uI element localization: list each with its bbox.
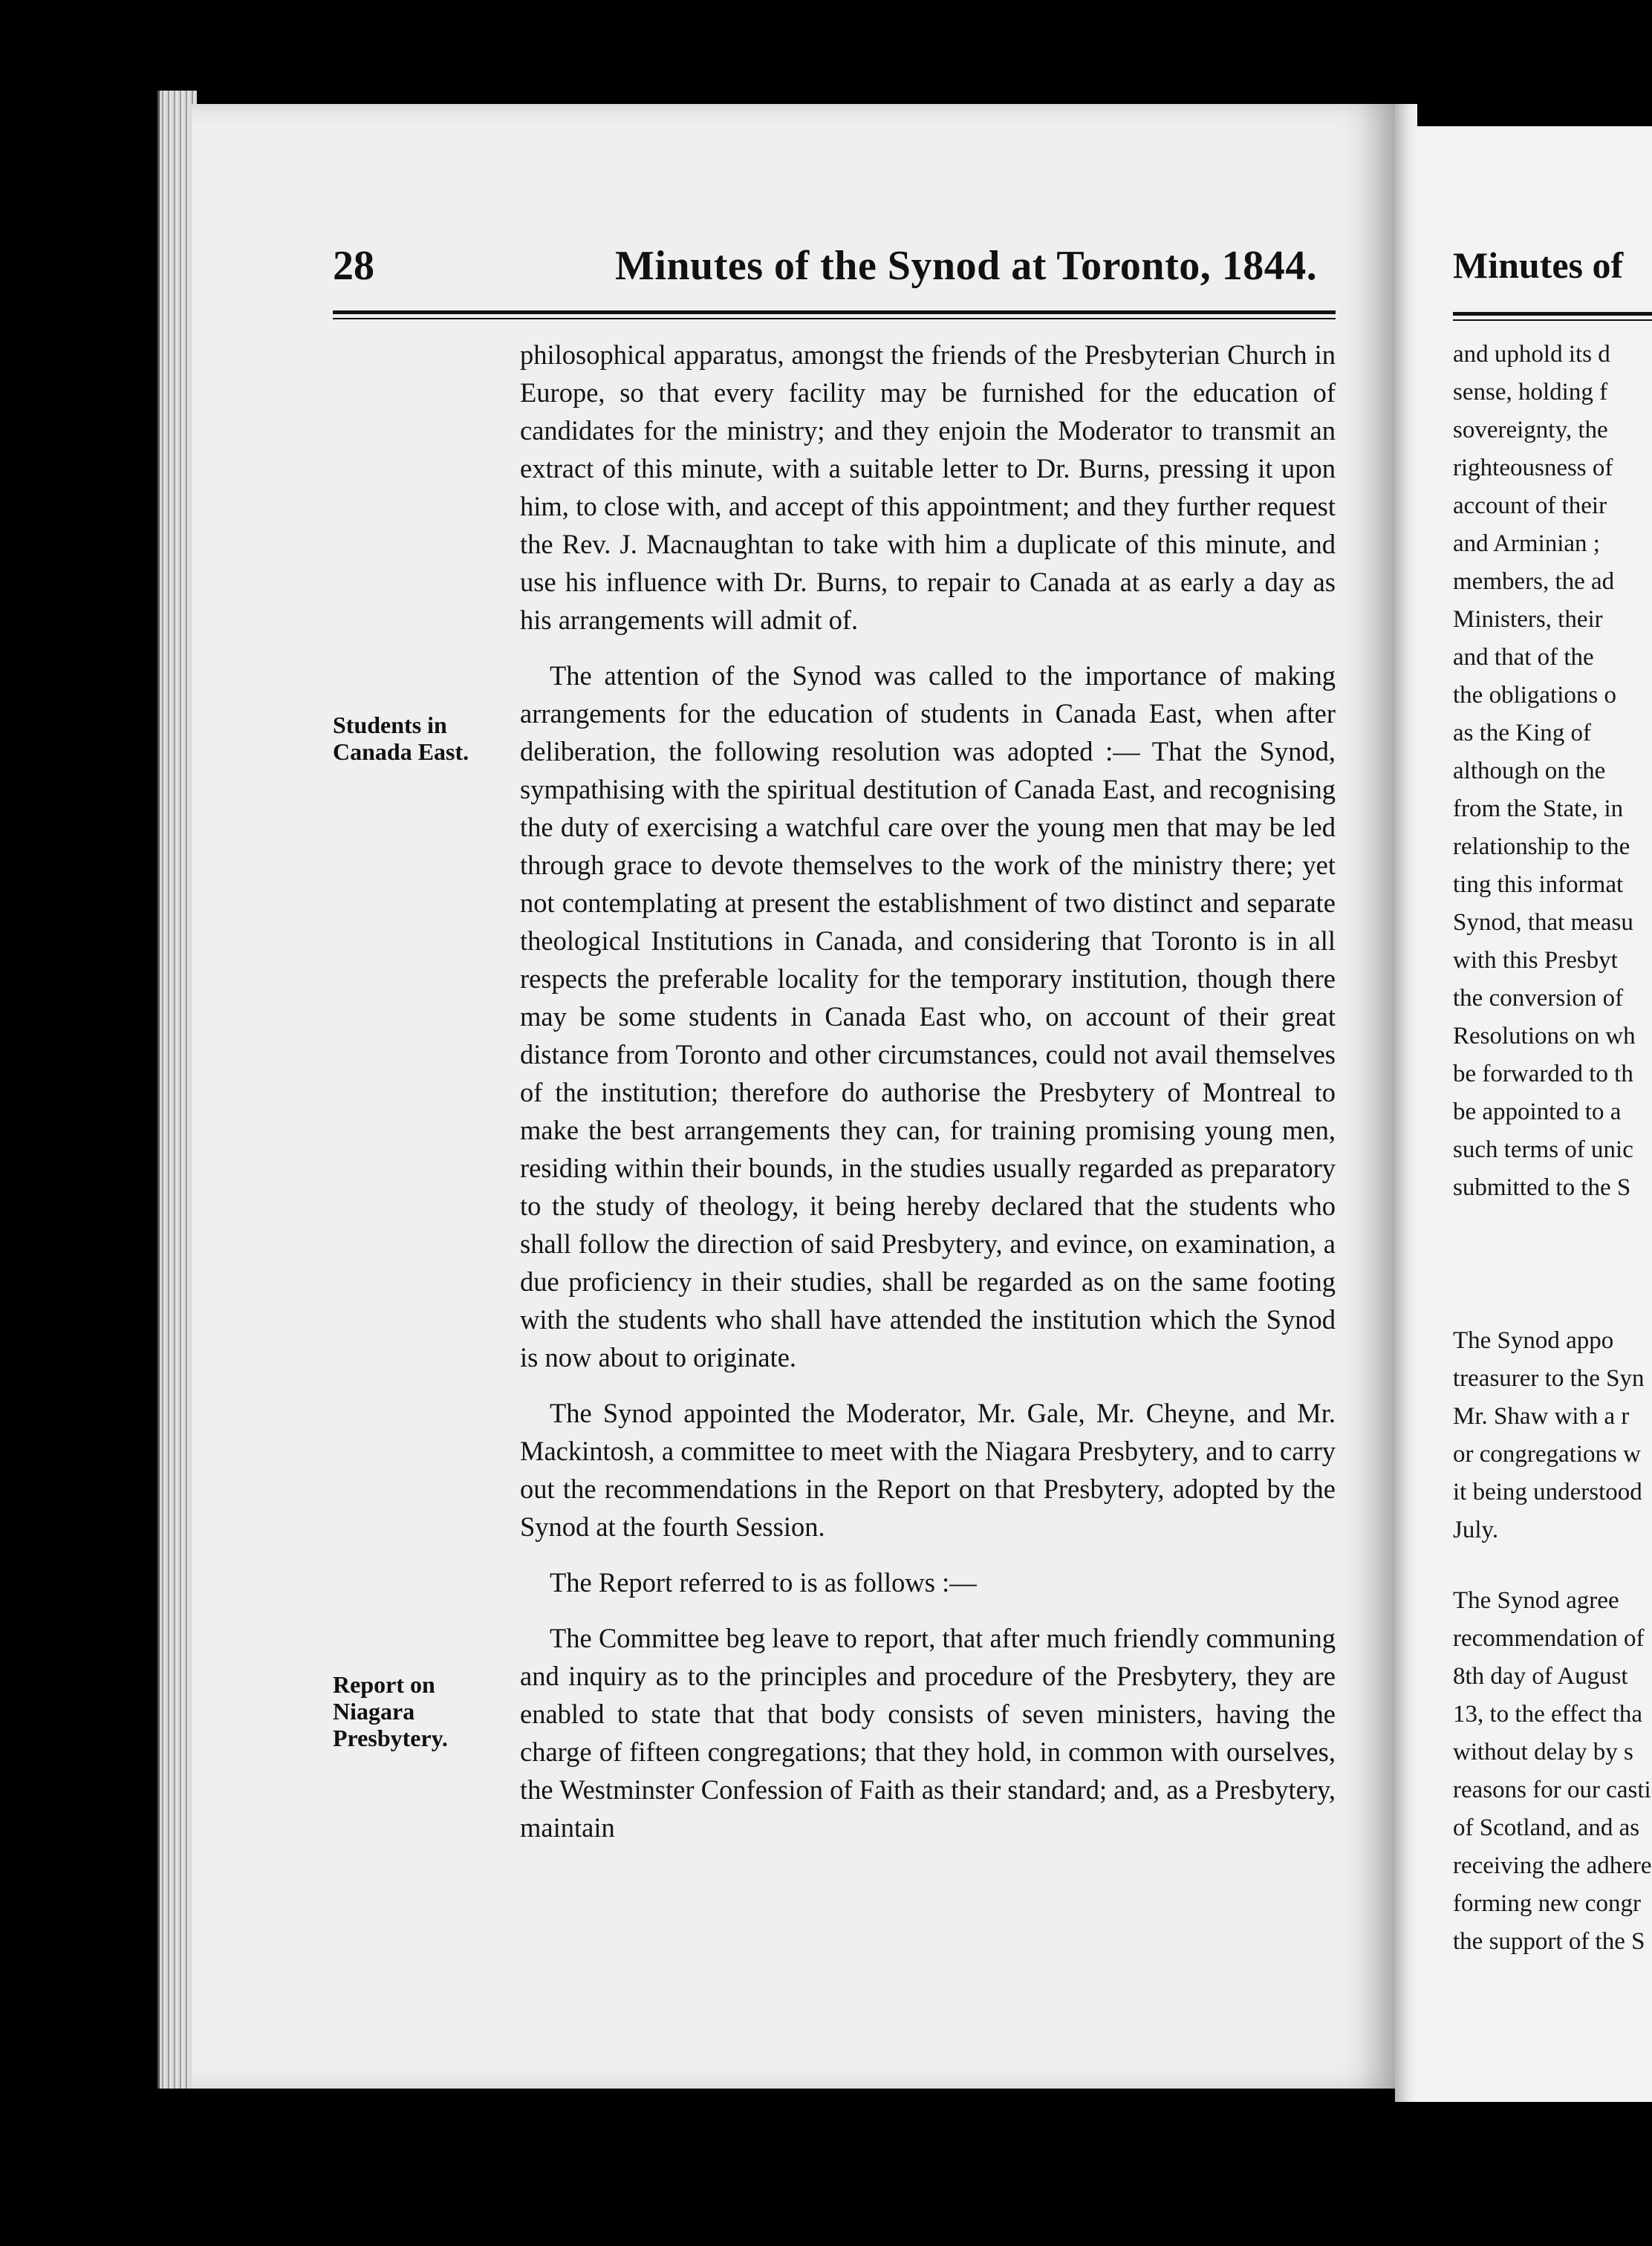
right-line: treasurer to the Syn	[1453, 1365, 1645, 1392]
right-line: be appointed to a	[1453, 1098, 1622, 1125]
right-line: sovereignty, the	[1453, 417, 1608, 443]
right-line: righteousness of	[1453, 455, 1613, 481]
book-gutter	[1395, 104, 1417, 2102]
right-line: Resolutions on wh	[1453, 1023, 1636, 1049]
running-head: Minutes of the Synod at Toronto, 1844.	[615, 243, 1318, 289]
right-line: receiving the adhere	[1453, 1852, 1652, 1879]
right-line: Synod, that measu	[1453, 909, 1633, 936]
right-running-head: Minutes of	[1453, 244, 1624, 286]
right-line: be forwarded to th	[1453, 1061, 1633, 1087]
right-line: ting this informat	[1453, 871, 1624, 898]
right-line: 8th day of August	[1453, 1663, 1628, 1690]
margin-note-students	[333, 712, 511, 765]
right-page	[1417, 126, 1652, 2102]
header-rule	[333, 310, 1336, 314]
margin-note-line: Report on	[333, 1671, 435, 1698]
right-line: of Scotland, and as	[1453, 1814, 1640, 1841]
margin-note-line: Presbytery.	[333, 1725, 448, 1751]
margin-note-line: Niagara	[333, 1698, 415, 1725]
right-line: July.	[1453, 1517, 1499, 1543]
margin-note-line: Canada East.	[333, 738, 469, 765]
header-rule-thin	[333, 318, 1336, 319]
right-header-rule	[1453, 312, 1652, 316]
right-line: relationship to the	[1453, 833, 1630, 860]
right-line: without delay by s	[1453, 1739, 1633, 1765]
body-text	[520, 336, 1336, 1846]
right-line: or congregations w	[1453, 1441, 1641, 1468]
right-line: forming new congr	[1453, 1890, 1641, 1917]
paragraph-committee: The Synod appointed the Moderator, Mr. Gale, Mr. Cheyne, and Mr. Mackintosh, a committee to meet with the Niagara Presbytery, and to carry out the recommendations in the Report on that Presbytery, adopted by the Synod at the fourth Session.	[520, 1398, 1336, 1542]
paragraph-report: The Committee beg leave to report, that after much friendly communing and inquiry as to the principles and procedure of the Presbytery, they are enabled to state that that body consists of seven ministers, having the charge of fifteen congregations; that they hold, in common with ourselves, the Westminster Confession of Faith as their standard; and, as a Presbytery, maintain	[520, 1623, 1336, 1843]
right-line: and that of the	[1453, 644, 1594, 671]
right-line: the support of the S	[1453, 1928, 1645, 1955]
right-line: and uphold its d	[1453, 341, 1610, 368]
right-line: reasons for our casti	[1453, 1777, 1651, 1803]
right-line: Mr. Shaw with a r	[1453, 1403, 1630, 1430]
right-block-top	[1453, 336, 1636, 1207]
right-line: sense, holding f	[1453, 379, 1608, 406]
right-line: as the King of	[1453, 720, 1592, 746]
margin-note-report	[333, 1671, 511, 1751]
page-number: 28	[333, 243, 374, 289]
margin-note-line: Students in	[333, 712, 447, 738]
paragraph-continuation: philosophical apparatus, amongst the friends of the Presbyterian Church in Europe, so that every facility may be furnished for the education of candidates for the ministry; and they enjoin the Moderator to transmit an extract of this minute, with a suitable letter to Dr. Burns, pressing it upon him, to close with, and accept of this appointment; and they further request the Rev. J. Macnaughtan to take with him a duplicate of this minute, and use his influence with Dr. Burns, to repair to Canada at as early a day as his arrangements will admit of.	[520, 339, 1336, 635]
right-line: account of their	[1453, 492, 1607, 519]
right-header-rule-thin	[1453, 319, 1652, 321]
right-line: with this Presbyt	[1453, 947, 1618, 974]
right-line: from the State, in	[1453, 795, 1624, 822]
right-line: although on the	[1453, 758, 1606, 784]
right-line: members, the ad	[1453, 568, 1615, 595]
right-line: and Arminian ;	[1453, 530, 1600, 557]
right-line: The Synod agree	[1453, 1587, 1619, 1614]
right-line: the obligations o	[1453, 682, 1616, 709]
right-line: recommendation of	[1453, 1625, 1645, 1652]
right-block-mid	[1453, 1322, 1645, 1549]
right-line: the conversion of	[1453, 985, 1624, 1012]
right-line: such terms of unic	[1453, 1136, 1633, 1163]
right-line: 13, to the effect tha	[1453, 1701, 1643, 1728]
right-block-bottom	[1453, 1582, 1652, 1961]
right-line: submitted to the S	[1453, 1174, 1631, 1201]
paragraph-report-intro: The Report referred to is as follows :—	[550, 1567, 977, 1598]
right-line: Ministers, their	[1453, 606, 1603, 633]
paragraph-students: The attention of the Synod was called to the importance of making arrangements for the education of students in Canada East, when after deliberation, the following resolution was adopted :— That the Synod, sympathising with the spiritual destitution of Canada East, and recognising the duty of exercising a watchful care over the young men that may be led through grace to devote themselves to the work of the ministry there; yet not contemplating at present the establishment of two distinct and separate theological Institutions in Canada, and considering that Toronto is in all respects the preferable locality for the temporary institution, though there may be some students in Canada East who, on account of their great distance from Toronto and other circumstances, could not avail themselves of the institution; therefore do authorise the Presbytery of Montreal to make the best arrangements they can, for training promising young men, residing within their bounds, in the studies usually regarded as preparatory to the study of theology, it being hereby declared that the students who shall follow the direction of said Presbytery, and evince, on examination, a due proficiency in their studies, shall be regarded as on the same footing with the students who shall have attended the institution which the Synod is now about to originate.	[520, 660, 1336, 1373]
right-line: The Synod appo	[1453, 1327, 1614, 1354]
right-line: it being understood	[1453, 1479, 1642, 1506]
